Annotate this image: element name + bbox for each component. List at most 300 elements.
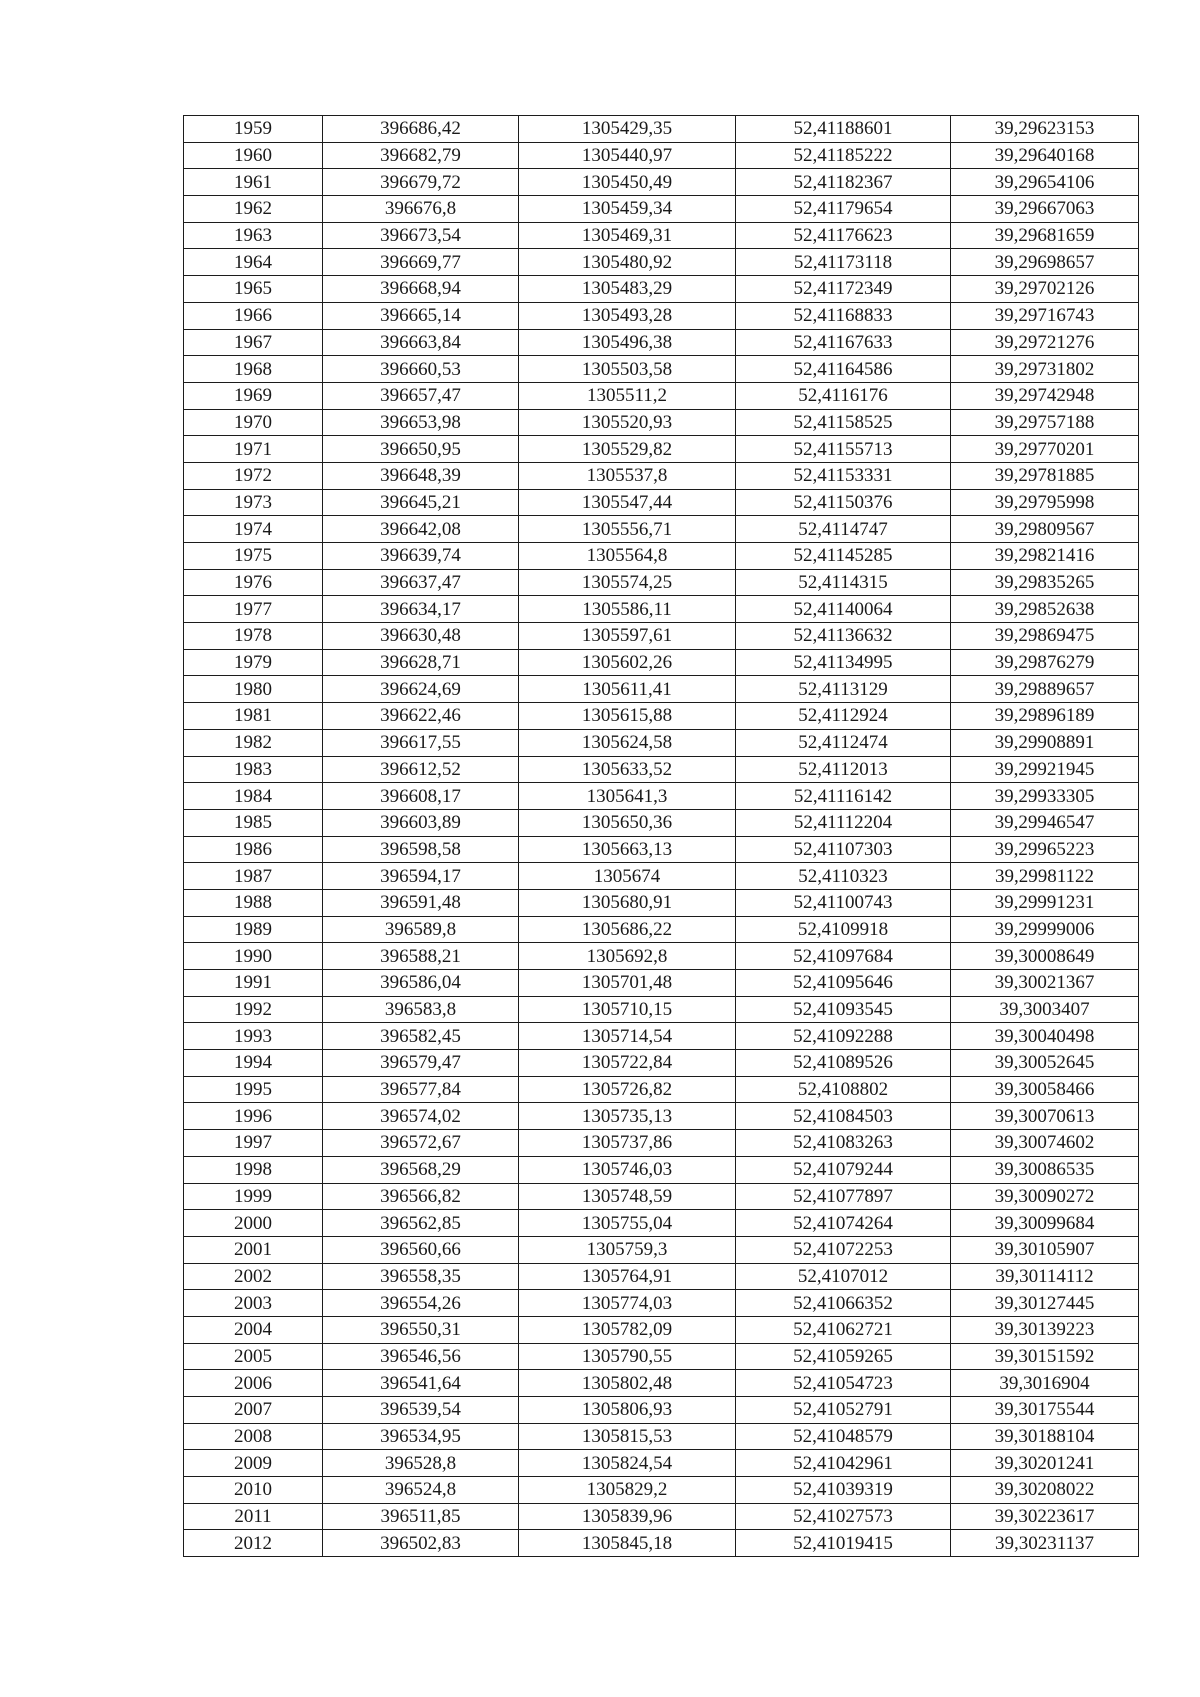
x-coordinate-cell: 396577,84 — [323, 1076, 519, 1103]
longitude-cell: 39,29731802 — [951, 356, 1139, 383]
x-coordinate-cell: 396572,67 — [323, 1130, 519, 1157]
point-number-cell: 2010 — [184, 1477, 323, 1504]
table-row — [184, 649, 1139, 676]
table-row — [184, 756, 1139, 783]
point-number-cell: 2001 — [184, 1236, 323, 1263]
longitude-cell: 39,29716743 — [951, 302, 1139, 329]
x-coordinate-cell: 396586,04 — [323, 970, 519, 997]
x-coordinate-cell: 396589,8 — [323, 916, 519, 943]
longitude-cell: 39,29681659 — [951, 222, 1139, 249]
table-row — [184, 1450, 1139, 1477]
point-number-cell: 2006 — [184, 1370, 323, 1397]
x-coordinate-cell: 396539,54 — [323, 1397, 519, 1424]
point-number-cell: 1998 — [184, 1156, 323, 1183]
point-number-cell: 1975 — [184, 543, 323, 570]
longitude-cell: 39,30074602 — [951, 1130, 1139, 1157]
table-row — [184, 302, 1139, 329]
table-row — [184, 1156, 1139, 1183]
x-coordinate-cell: 396528,8 — [323, 1450, 519, 1477]
latitude-cell: 52,41059265 — [736, 1343, 951, 1370]
point-number-cell: 1994 — [184, 1050, 323, 1077]
point-number-cell: 1960 — [184, 142, 323, 169]
x-coordinate-cell: 396673,54 — [323, 222, 519, 249]
point-number-cell: 1989 — [184, 916, 323, 943]
table-row — [184, 809, 1139, 836]
x-coordinate-cell: 396622,46 — [323, 703, 519, 730]
table-row — [184, 623, 1139, 650]
longitude-cell: 39,29981122 — [951, 863, 1139, 890]
y-coordinate-cell: 1305586,11 — [519, 596, 736, 623]
longitude-cell: 39,29721276 — [951, 329, 1139, 356]
y-coordinate-cell: 1305450,49 — [519, 169, 736, 196]
longitude-cell: 39,30201241 — [951, 1450, 1139, 1477]
longitude-cell: 39,30105907 — [951, 1236, 1139, 1263]
x-coordinate-cell: 396588,21 — [323, 943, 519, 970]
y-coordinate-cell: 1305735,13 — [519, 1103, 736, 1130]
table-row — [184, 676, 1139, 703]
x-coordinate-cell: 396642,08 — [323, 516, 519, 543]
table-row — [184, 729, 1139, 756]
x-coordinate-cell: 396554,26 — [323, 1290, 519, 1317]
table-row — [184, 276, 1139, 303]
y-coordinate-cell: 1305806,93 — [519, 1397, 736, 1424]
table-row — [184, 196, 1139, 223]
latitude-cell: 52,41027573 — [736, 1503, 951, 1530]
latitude-cell: 52,41172349 — [736, 276, 951, 303]
table-row — [184, 916, 1139, 943]
x-coordinate-cell: 396550,31 — [323, 1316, 519, 1343]
table-row — [184, 1023, 1139, 1050]
y-coordinate-cell: 1305790,55 — [519, 1343, 736, 1370]
x-coordinate-cell: 396686,42 — [323, 116, 519, 143]
y-coordinate-cell: 1305802,48 — [519, 1370, 736, 1397]
point-number-cell: 1978 — [184, 623, 323, 650]
latitude-cell: 52,41167633 — [736, 329, 951, 356]
latitude-cell: 52,41095646 — [736, 970, 951, 997]
longitude-cell: 39,30175544 — [951, 1397, 1139, 1424]
point-number-cell: 1976 — [184, 569, 323, 596]
latitude-cell: 52,41188601 — [736, 116, 951, 143]
y-coordinate-cell: 1305746,03 — [519, 1156, 736, 1183]
point-number-cell: 1974 — [184, 516, 323, 543]
point-number-cell: 1966 — [184, 302, 323, 329]
latitude-cell: 52,41164586 — [736, 356, 951, 383]
latitude-cell: 52,41097684 — [736, 943, 951, 970]
longitude-cell: 39,30208022 — [951, 1477, 1139, 1504]
longitude-cell: 39,29821416 — [951, 543, 1139, 570]
table-row — [184, 596, 1139, 623]
table-row — [184, 116, 1139, 143]
latitude-cell: 52,4114747 — [736, 516, 951, 543]
x-coordinate-cell: 396645,21 — [323, 489, 519, 516]
y-coordinate-cell: 1305483,29 — [519, 276, 736, 303]
x-coordinate-cell: 396582,45 — [323, 1023, 519, 1050]
coordinates-table-body — [184, 116, 1139, 1557]
latitude-cell: 52,41062721 — [736, 1316, 951, 1343]
latitude-cell: 52,41145285 — [736, 543, 951, 570]
x-coordinate-cell: 396682,79 — [323, 142, 519, 169]
longitude-cell: 39,29889657 — [951, 676, 1139, 703]
latitude-cell: 52,4113129 — [736, 676, 951, 703]
latitude-cell: 52,41155713 — [736, 436, 951, 463]
latitude-cell: 52,41052791 — [736, 1397, 951, 1424]
x-coordinate-cell: 396639,74 — [323, 543, 519, 570]
point-number-cell: 2003 — [184, 1290, 323, 1317]
y-coordinate-cell: 1305547,44 — [519, 489, 736, 516]
table-row — [184, 1477, 1139, 1504]
longitude-cell: 39,30099684 — [951, 1210, 1139, 1237]
y-coordinate-cell: 1305537,8 — [519, 462, 736, 489]
table-row — [184, 409, 1139, 436]
y-coordinate-cell: 1305726,82 — [519, 1076, 736, 1103]
longitude-cell: 39,29702126 — [951, 276, 1139, 303]
coordinates-table — [183, 115, 1139, 1557]
x-coordinate-cell: 396634,17 — [323, 596, 519, 623]
table-row — [184, 1183, 1139, 1210]
point-number-cell: 1997 — [184, 1130, 323, 1157]
x-coordinate-cell: 396560,66 — [323, 1236, 519, 1263]
table-row — [184, 783, 1139, 810]
point-number-cell: 1968 — [184, 356, 323, 383]
longitude-cell: 39,29667063 — [951, 196, 1139, 223]
point-number-cell: 1982 — [184, 729, 323, 756]
point-number-cell: 1992 — [184, 996, 323, 1023]
table-row — [184, 1050, 1139, 1077]
longitude-cell: 39,29908891 — [951, 729, 1139, 756]
x-coordinate-cell: 396594,17 — [323, 863, 519, 890]
longitude-cell: 39,30090272 — [951, 1183, 1139, 1210]
latitude-cell: 52,4112924 — [736, 703, 951, 730]
y-coordinate-cell: 1305520,93 — [519, 409, 736, 436]
point-number-cell: 1995 — [184, 1076, 323, 1103]
latitude-cell: 52,41048579 — [736, 1423, 951, 1450]
x-coordinate-cell: 396669,77 — [323, 249, 519, 276]
x-coordinate-cell: 396574,02 — [323, 1103, 519, 1130]
point-number-cell: 1999 — [184, 1183, 323, 1210]
y-coordinate-cell: 1305815,53 — [519, 1423, 736, 1450]
latitude-cell: 52,4112474 — [736, 729, 951, 756]
table-row — [184, 943, 1139, 970]
point-number-cell: 1993 — [184, 1023, 323, 1050]
longitude-cell: 39,29640168 — [951, 142, 1139, 169]
x-coordinate-cell: 396612,52 — [323, 756, 519, 783]
latitude-cell: 52,4107012 — [736, 1263, 951, 1290]
table-row — [184, 382, 1139, 409]
latitude-cell: 52,4116176 — [736, 382, 951, 409]
x-coordinate-cell: 396637,47 — [323, 569, 519, 596]
table-row — [184, 836, 1139, 863]
point-number-cell: 2000 — [184, 1210, 323, 1237]
x-coordinate-cell: 396650,95 — [323, 436, 519, 463]
y-coordinate-cell: 1305737,86 — [519, 1130, 736, 1157]
table-row — [184, 1530, 1139, 1557]
longitude-cell: 39,30052645 — [951, 1050, 1139, 1077]
y-coordinate-cell: 1305440,97 — [519, 142, 736, 169]
y-coordinate-cell: 1305701,48 — [519, 970, 736, 997]
table-row — [184, 356, 1139, 383]
y-coordinate-cell: 1305602,26 — [519, 649, 736, 676]
point-number-cell: 1987 — [184, 863, 323, 890]
y-coordinate-cell: 1305480,92 — [519, 249, 736, 276]
table-row — [184, 489, 1139, 516]
latitude-cell: 52,41074264 — [736, 1210, 951, 1237]
table-row — [184, 863, 1139, 890]
y-coordinate-cell: 1305459,34 — [519, 196, 736, 223]
point-number-cell: 2004 — [184, 1316, 323, 1343]
latitude-cell: 52,4108802 — [736, 1076, 951, 1103]
point-number-cell: 1962 — [184, 196, 323, 223]
point-number-cell: 1988 — [184, 889, 323, 916]
latitude-cell: 52,41084503 — [736, 1103, 951, 1130]
y-coordinate-cell: 1305710,15 — [519, 996, 736, 1023]
point-number-cell: 1986 — [184, 836, 323, 863]
longitude-cell: 39,29835265 — [951, 569, 1139, 596]
table-row — [184, 462, 1139, 489]
latitude-cell: 52,41182367 — [736, 169, 951, 196]
table-row — [184, 516, 1139, 543]
x-coordinate-cell: 396511,85 — [323, 1503, 519, 1530]
y-coordinate-cell: 1305469,31 — [519, 222, 736, 249]
longitude-cell: 39,30188104 — [951, 1423, 1139, 1450]
point-number-cell: 1983 — [184, 756, 323, 783]
x-coordinate-cell: 396663,84 — [323, 329, 519, 356]
point-number-cell: 2011 — [184, 1503, 323, 1530]
longitude-cell: 39,30040498 — [951, 1023, 1139, 1050]
y-coordinate-cell: 1305845,18 — [519, 1530, 736, 1557]
table-row — [184, 1290, 1139, 1317]
x-coordinate-cell: 396583,8 — [323, 996, 519, 1023]
point-number-cell: 1973 — [184, 489, 323, 516]
latitude-cell: 52,41079244 — [736, 1156, 951, 1183]
table-row — [184, 1210, 1139, 1237]
y-coordinate-cell: 1305748,59 — [519, 1183, 736, 1210]
latitude-cell: 52,41168833 — [736, 302, 951, 329]
latitude-cell: 52,41066352 — [736, 1290, 951, 1317]
longitude-cell: 39,30086535 — [951, 1156, 1139, 1183]
longitude-cell: 39,29654106 — [951, 169, 1139, 196]
longitude-cell: 39,30139223 — [951, 1316, 1139, 1343]
table-row — [184, 1397, 1139, 1424]
latitude-cell: 52,41185222 — [736, 142, 951, 169]
x-coordinate-cell: 396562,85 — [323, 1210, 519, 1237]
x-coordinate-cell: 396546,56 — [323, 1343, 519, 1370]
y-coordinate-cell: 1305663,13 — [519, 836, 736, 863]
point-number-cell: 2009 — [184, 1450, 323, 1477]
y-coordinate-cell: 1305824,54 — [519, 1450, 736, 1477]
longitude-cell: 39,30127445 — [951, 1290, 1139, 1317]
latitude-cell: 52,4109918 — [736, 916, 951, 943]
latitude-cell: 52,41107303 — [736, 836, 951, 863]
table-row — [184, 543, 1139, 570]
table-row — [184, 970, 1139, 997]
latitude-cell: 52,41150376 — [736, 489, 951, 516]
y-coordinate-cell: 1305503,58 — [519, 356, 736, 383]
point-number-cell: 1961 — [184, 169, 323, 196]
latitude-cell: 52,41072253 — [736, 1236, 951, 1263]
latitude-cell: 52,41042961 — [736, 1450, 951, 1477]
latitude-cell: 52,41019415 — [736, 1530, 951, 1557]
latitude-cell: 52,41092288 — [736, 1023, 951, 1050]
point-number-cell: 2012 — [184, 1530, 323, 1557]
x-coordinate-cell: 396558,35 — [323, 1263, 519, 1290]
y-coordinate-cell: 1305650,36 — [519, 809, 736, 836]
table-row — [184, 1103, 1139, 1130]
y-coordinate-cell: 1305714,54 — [519, 1023, 736, 1050]
x-coordinate-cell: 396534,95 — [323, 1423, 519, 1450]
longitude-cell: 39,30021367 — [951, 970, 1139, 997]
point-number-cell: 1977 — [184, 596, 323, 623]
longitude-cell: 39,29999006 — [951, 916, 1139, 943]
latitude-cell: 52,41054723 — [736, 1370, 951, 1397]
y-coordinate-cell: 1305597,61 — [519, 623, 736, 650]
point-number-cell: 1959 — [184, 116, 323, 143]
latitude-cell: 52,4110323 — [736, 863, 951, 890]
point-number-cell: 1969 — [184, 382, 323, 409]
longitude-cell: 39,29946547 — [951, 809, 1139, 836]
longitude-cell: 39,30114112 — [951, 1263, 1139, 1290]
x-coordinate-cell: 396630,48 — [323, 623, 519, 650]
y-coordinate-cell: 1305574,25 — [519, 569, 736, 596]
y-coordinate-cell: 1305496,38 — [519, 329, 736, 356]
latitude-cell: 52,4112013 — [736, 756, 951, 783]
table-row — [184, 222, 1139, 249]
longitude-cell: 39,29896189 — [951, 703, 1139, 730]
y-coordinate-cell: 1305774,03 — [519, 1290, 736, 1317]
latitude-cell: 52,41158525 — [736, 409, 951, 436]
x-coordinate-cell: 396624,69 — [323, 676, 519, 703]
latitude-cell: 52,41100743 — [736, 889, 951, 916]
latitude-cell: 52,41176623 — [736, 222, 951, 249]
y-coordinate-cell: 1305764,91 — [519, 1263, 736, 1290]
longitude-cell: 39,30008649 — [951, 943, 1139, 970]
point-number-cell: 1981 — [184, 703, 323, 730]
longitude-cell: 39,29933305 — [951, 783, 1139, 810]
longitude-cell: 39,29757188 — [951, 409, 1139, 436]
latitude-cell: 52,41116142 — [736, 783, 951, 810]
longitude-cell: 39,29809567 — [951, 516, 1139, 543]
table-row — [184, 569, 1139, 596]
longitude-cell: 39,29742948 — [951, 382, 1139, 409]
point-number-cell: 1979 — [184, 649, 323, 676]
y-coordinate-cell: 1305564,8 — [519, 543, 736, 570]
y-coordinate-cell: 1305759,3 — [519, 1236, 736, 1263]
table-row — [184, 142, 1139, 169]
longitude-cell: 39,29770201 — [951, 436, 1139, 463]
point-number-cell: 1972 — [184, 462, 323, 489]
x-coordinate-cell: 396665,14 — [323, 302, 519, 329]
x-coordinate-cell: 396657,47 — [323, 382, 519, 409]
y-coordinate-cell: 1305829,2 — [519, 1477, 736, 1504]
latitude-cell: 52,41093545 — [736, 996, 951, 1023]
longitude-cell: 39,29876279 — [951, 649, 1139, 676]
table-row — [184, 1263, 1139, 1290]
x-coordinate-cell: 396676,8 — [323, 196, 519, 223]
x-coordinate-cell: 396679,72 — [323, 169, 519, 196]
table-row — [184, 169, 1139, 196]
point-number-cell: 1990 — [184, 943, 323, 970]
latitude-cell: 52,41136632 — [736, 623, 951, 650]
x-coordinate-cell: 396541,64 — [323, 1370, 519, 1397]
latitude-cell: 52,41083263 — [736, 1130, 951, 1157]
y-coordinate-cell: 1305674 — [519, 863, 736, 890]
y-coordinate-cell: 1305529,82 — [519, 436, 736, 463]
table-row — [184, 436, 1139, 463]
x-coordinate-cell: 396617,55 — [323, 729, 519, 756]
x-coordinate-cell: 396660,53 — [323, 356, 519, 383]
table-row — [184, 1423, 1139, 1450]
latitude-cell: 52,41140064 — [736, 596, 951, 623]
table-row — [184, 1316, 1139, 1343]
point-number-cell: 2008 — [184, 1423, 323, 1450]
longitude-cell: 39,30151592 — [951, 1343, 1139, 1370]
latitude-cell: 52,41077897 — [736, 1183, 951, 1210]
x-coordinate-cell: 396524,8 — [323, 1477, 519, 1504]
y-coordinate-cell: 1305782,09 — [519, 1316, 736, 1343]
point-number-cell: 2002 — [184, 1263, 323, 1290]
table-row — [184, 703, 1139, 730]
longitude-cell: 39,29921945 — [951, 756, 1139, 783]
table-row — [184, 1370, 1139, 1397]
point-number-cell: 1970 — [184, 409, 323, 436]
table-row — [184, 329, 1139, 356]
y-coordinate-cell: 1305429,35 — [519, 116, 736, 143]
longitude-cell: 39,29852638 — [951, 596, 1139, 623]
longitude-cell: 39,30231137 — [951, 1530, 1139, 1557]
y-coordinate-cell: 1305511,2 — [519, 382, 736, 409]
y-coordinate-cell: 1305839,96 — [519, 1503, 736, 1530]
longitude-cell: 39,29991231 — [951, 889, 1139, 916]
table-row — [184, 1503, 1139, 1530]
point-number-cell: 1996 — [184, 1103, 323, 1130]
x-coordinate-cell: 396648,39 — [323, 462, 519, 489]
point-number-cell: 1985 — [184, 809, 323, 836]
point-number-cell: 1965 — [184, 276, 323, 303]
latitude-cell: 52,41153331 — [736, 462, 951, 489]
longitude-cell: 39,3003407 — [951, 996, 1139, 1023]
y-coordinate-cell: 1305633,52 — [519, 756, 736, 783]
longitude-cell: 39,29623153 — [951, 116, 1139, 143]
longitude-cell: 39,30058466 — [951, 1076, 1139, 1103]
y-coordinate-cell: 1305556,71 — [519, 516, 736, 543]
latitude-cell: 52,41173118 — [736, 249, 951, 276]
x-coordinate-cell: 396566,82 — [323, 1183, 519, 1210]
y-coordinate-cell: 1305755,04 — [519, 1210, 736, 1237]
y-coordinate-cell: 1305493,28 — [519, 302, 736, 329]
longitude-cell: 39,29965223 — [951, 836, 1139, 863]
x-coordinate-cell: 396653,98 — [323, 409, 519, 436]
table-row — [184, 889, 1139, 916]
latitude-cell: 52,41134995 — [736, 649, 951, 676]
point-number-cell: 1980 — [184, 676, 323, 703]
table-row — [184, 1343, 1139, 1370]
longitude-cell: 39,30070613 — [951, 1103, 1139, 1130]
y-coordinate-cell: 1305624,58 — [519, 729, 736, 756]
longitude-cell: 39,3016904 — [951, 1370, 1139, 1397]
point-number-cell: 1971 — [184, 436, 323, 463]
longitude-cell: 39,30223617 — [951, 1503, 1139, 1530]
table-row — [184, 1076, 1139, 1103]
longitude-cell: 39,29781885 — [951, 462, 1139, 489]
table-row — [184, 249, 1139, 276]
y-coordinate-cell: 1305686,22 — [519, 916, 736, 943]
point-number-cell: 1991 — [184, 970, 323, 997]
table-row — [184, 1130, 1139, 1157]
latitude-cell: 52,4114315 — [736, 569, 951, 596]
y-coordinate-cell: 1305680,91 — [519, 889, 736, 916]
x-coordinate-cell: 396502,83 — [323, 1530, 519, 1557]
table-row — [184, 996, 1139, 1023]
x-coordinate-cell: 396628,71 — [323, 649, 519, 676]
